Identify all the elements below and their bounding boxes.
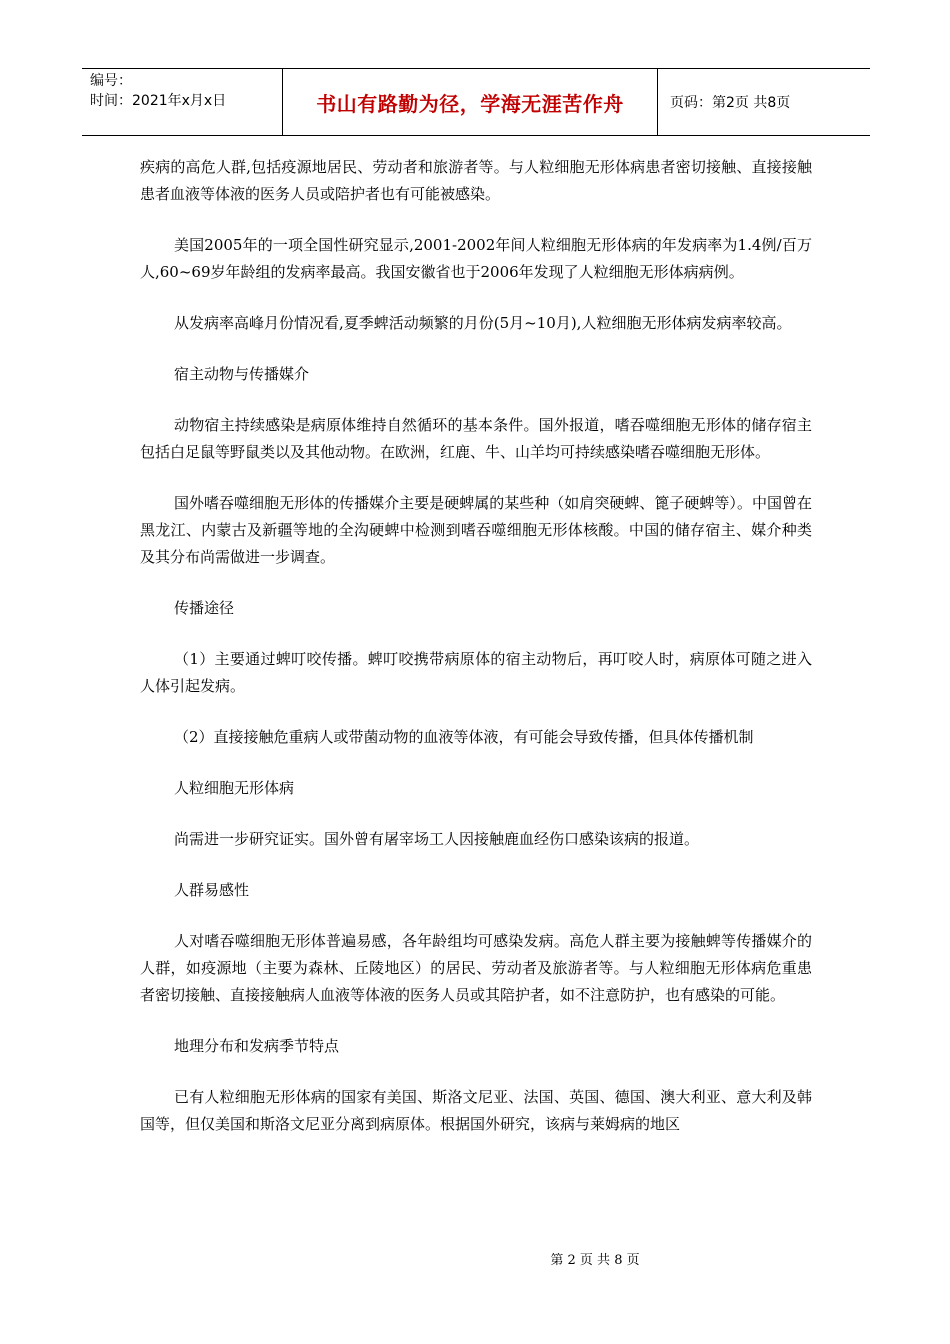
- paragraph: 动物宿主持续感染是病原体维持自然循环的基本条件。国外报道，嗜吞噬细胞无形体的储存宿主包括白足鼠等野鼠类以及其他动物。在欧洲，红鹿、牛、山羊均可持续感染嗜吞噬细胞无形体。: [140, 416, 812, 461]
- footer-page-number: 第 2 页 共 8 页: [550, 1253, 640, 1268]
- document-body: [140, 154, 812, 1162]
- page-header: [82, 68, 870, 136]
- header-page-cell: [658, 69, 870, 135]
- paragraph: 美国2005年的一项全国性研究显示,2001-2002年间人粒细胞无形体病的年发病率为1.4例/百万人,60~69岁年龄组的发病率最高。我国安徽省也于2006年发现了人粒细胞无形体病病例。: [140, 236, 812, 281]
- time-label: 时间：2021年x月x日: [90, 93, 227, 109]
- paragraph: （1）主要通过蜱叮咬传播。蜱叮咬携带病原体的宿主动物后，再叮咬人时，病原体可随之进入人体引起发病。: [140, 650, 812, 695]
- section-heading: 宿主动物与传播媒介: [174, 365, 310, 383]
- header-meta: [82, 69, 282, 135]
- paragraph: 尚需进一步研究证实。国外曾有屠宰场工人因接触鹿血经伤口感染该病的报道。: [174, 830, 700, 848]
- paragraph: 已有人粒细胞无形体病的国家有美国、斯洛文尼亚、法国、英国、德国、澳大利亚、意大利及韩国等，但仅美国和斯洛文尼亚分离到病原体。根据国外研究，该病与莱姆病的地区: [140, 1088, 812, 1133]
- paragraph: 疾病的高危人群,包括疫源地居民、劳动者和旅游者等。与人粒细胞无形体病患者密切接触、直接接触患者血液等体液的医务人员或陪护者也有可能被感染。: [140, 158, 812, 203]
- paragraph: 国外嗜吞噬细胞无形体的传播媒介主要是硬蜱属的某些种（如肩突硬蜱、篦子硬蜱等）。中国曾在黑龙江、内蒙古及新疆等地的全沟硬蜱中检测到嗜吞噬细胞无形体核酸。中国的储存宿主、媒介种类及其分布尚需做进一步调查。: [140, 494, 812, 566]
- paragraph: 人对嗜吞噬细胞无形体普遍易感，各年龄组均可感染发病。高危人群主要为接触蜱等传播媒介的人群，如疫源地（主要为森林、丘陵地区）的居民、劳动者及旅游者等。与人粒细胞无形体病危重患者密切接触、直接接触病人血液等体液的医务人员或其陪护者，如不注意防护，也有感染的可能。: [140, 932, 812, 1004]
- section-heading: 传播途径: [174, 599, 235, 617]
- section-heading: 地理分布和发病季节特点: [174, 1037, 340, 1055]
- paragraph: 从发病率高峰月份情况看,夏季蜱活动频繁的月份(5月~10月),人粒细胞无形体病发病率较高。: [174, 314, 792, 332]
- page-footer: [0, 1249, 950, 1268]
- paragraph: （2）直接接触危重病人或带菌动物的血液等体液，有可能会导致传播，但具体传播机制: [174, 728, 754, 746]
- motto-text: 书山有路勤为径，学海无涯苦作舟: [316, 91, 624, 116]
- number-label: 编号：: [90, 73, 132, 89]
- header-motto-cell: [282, 69, 658, 135]
- page-label: 页码：第2页 共8页: [670, 95, 791, 111]
- section-heading: 人群易感性: [174, 881, 250, 899]
- section-heading: 人粒细胞无形体病: [174, 779, 295, 797]
